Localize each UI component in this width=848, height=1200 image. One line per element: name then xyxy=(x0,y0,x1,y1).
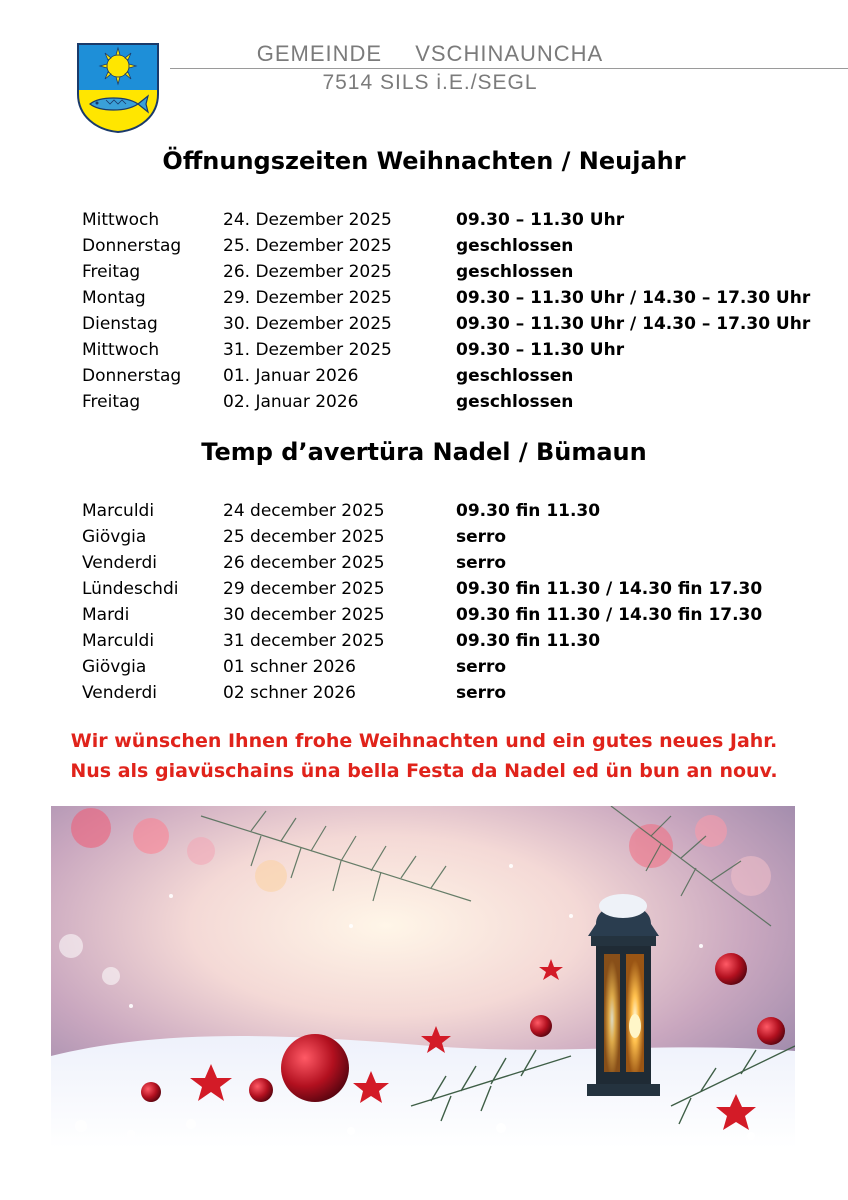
romansh-section-title: Temp d’avertüra Nadel / Bümaun xyxy=(201,438,647,466)
german-section-title: Öffnungszeiten Weihnachten / Neujahr xyxy=(162,147,686,175)
day-cell: Donnerstag xyxy=(82,366,182,386)
date-cell: 31. Dezember 2025 xyxy=(223,340,392,360)
date-cell: 24 december 2025 xyxy=(223,501,385,521)
date-cell: 25. Dezember 2025 xyxy=(223,236,392,256)
schedule-row xyxy=(82,311,822,337)
day-cell: Giövgia xyxy=(82,657,147,677)
date-cell: 26. Dezember 2025 xyxy=(223,262,392,282)
schedule-row xyxy=(82,654,822,680)
day-cell: Dienstag xyxy=(82,314,158,334)
day-cell: Montag xyxy=(82,288,146,308)
day-cell: Mardi xyxy=(82,605,130,625)
date-cell: 02 schner 2026 xyxy=(223,683,356,703)
hours-cell: geschlossen xyxy=(456,236,574,256)
schedule-row xyxy=(82,628,822,654)
schedule-row xyxy=(82,363,822,389)
hours-cell: serro xyxy=(456,657,507,677)
date-cell: 30 december 2025 xyxy=(223,605,385,625)
schedule-row xyxy=(82,233,822,259)
schedule-row xyxy=(82,498,822,524)
sun-and-fish-crest-icon xyxy=(76,42,160,134)
date-cell: 31 december 2025 xyxy=(223,631,385,651)
day-cell: Donnerstag xyxy=(82,236,182,256)
schedule-row xyxy=(82,602,822,628)
date-cell: 30. Dezember 2025 xyxy=(223,314,392,334)
hours-cell: geschlossen xyxy=(456,392,574,412)
day-cell: Giövgia xyxy=(82,527,147,547)
christmas-lantern-photo xyxy=(51,806,795,1148)
schedule-row xyxy=(82,524,822,550)
hours-cell: 09.30 fin 11.30 / 14.30 fin 17.30 xyxy=(456,605,763,625)
hours-cell: geschlossen xyxy=(456,366,574,386)
hours-cell: serro xyxy=(456,527,507,547)
german-wish: Wir wünschen Ihnen frohe Weihnachten und ein gutes neues Jahr. xyxy=(70,730,778,752)
hours-cell: 09.30 fin 11.30 xyxy=(456,631,601,651)
hours-cell: 09.30 – 11.30 Uhr xyxy=(456,340,625,360)
day-cell: Marculdi xyxy=(82,631,155,651)
day-cell: Lündeschdi xyxy=(82,579,179,599)
date-cell: 02. Januar 2026 xyxy=(223,392,359,412)
date-cell: 29. Dezember 2025 xyxy=(223,288,392,308)
day-cell: Freitag xyxy=(82,392,141,412)
date-cell: 29 december 2025 xyxy=(223,579,385,599)
schedule-row xyxy=(82,285,822,311)
municipality-address: 7514 SILS i.E./SEGL xyxy=(322,71,538,94)
date-cell: 01 schner 2026 xyxy=(223,657,356,677)
hours-cell: serro xyxy=(456,683,507,703)
hours-cell: 09.30 – 11.30 Uhr / 14.30 – 17.30 Uhr xyxy=(456,288,811,308)
day-cell: Venderdi xyxy=(82,553,157,573)
hours-cell: geschlossen xyxy=(456,262,574,282)
schedule-row xyxy=(82,337,822,363)
day-cell: Mittwoch xyxy=(82,340,160,360)
german-schedule xyxy=(82,207,822,415)
day-cell: Mittwoch xyxy=(82,210,160,230)
date-cell: 24. Dezember 2025 xyxy=(223,210,392,230)
hours-cell: 09.30 – 11.30 Uhr / 14.30 – 17.30 Uhr xyxy=(456,314,811,334)
schedule-row xyxy=(82,259,822,285)
hours-cell: 09.30 fin 11.30 / 14.30 fin 17.30 xyxy=(456,579,763,599)
schedule-row xyxy=(82,389,822,415)
hours-cell: 09.30 fin 11.30 xyxy=(456,501,601,521)
romansh-wish: Nus als giavüschains üna bella Festa da Nadel ed ün bun an nouv. xyxy=(70,760,778,782)
day-cell: Marculdi xyxy=(82,501,155,521)
date-cell: 25 december 2025 xyxy=(223,527,385,547)
header-divider xyxy=(170,68,848,69)
schedule-row xyxy=(82,550,822,576)
date-cell: 01. Januar 2026 xyxy=(223,366,359,386)
hours-cell: serro xyxy=(456,553,507,573)
day-cell: Venderdi xyxy=(82,683,157,703)
date-cell: 26 december 2025 xyxy=(223,553,385,573)
hours-cell: 09.30 – 11.30 Uhr xyxy=(456,210,625,230)
day-cell: Freitag xyxy=(82,262,141,282)
municipality-name: GEMEINDE VSCHINAUNCHA xyxy=(256,41,604,66)
schedule-row xyxy=(82,576,822,602)
schedule-row xyxy=(82,207,822,233)
schedule-row xyxy=(82,680,822,706)
romansh-schedule xyxy=(82,498,822,706)
